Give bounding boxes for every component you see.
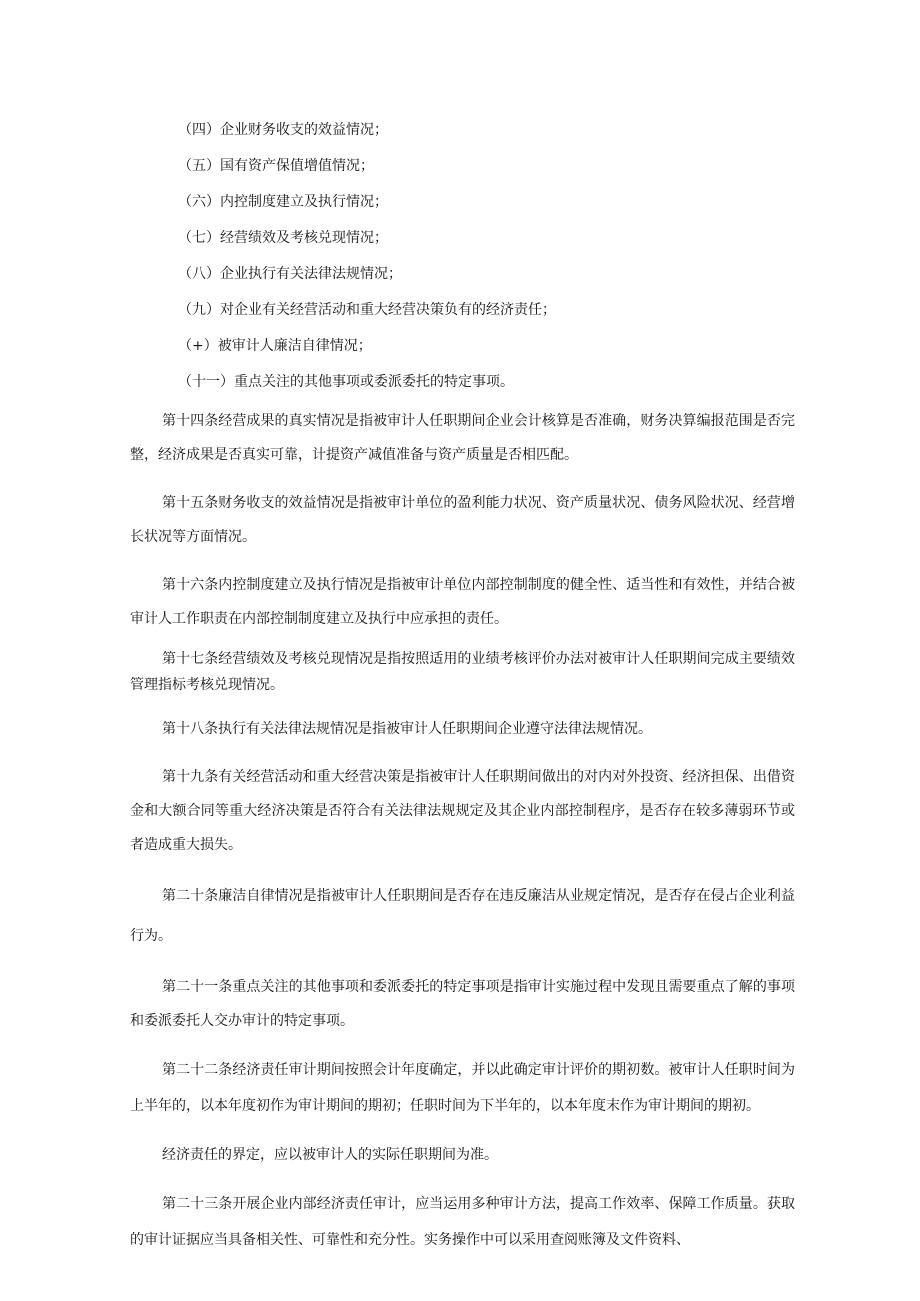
list-item: （十一）重点关注的其他事项或委派委托的特定事项。 [178, 374, 514, 390]
list-item: （+）被审计人廉洁自律情况； [178, 338, 372, 354]
article-22-paragraph: 第二十二条经济责任审计期间按照会计年度确定，并以此确定审计评价的期初数。被审计人任职时间为上半年的，以本年度初作为审计期间的期初；任职时间为下半年的，以本年度末作为审计期间的期初。 [130, 1062, 795, 1114]
article-14-paragraph: 第十四条经营成果的真实情况是指被审计人任职期间企业会计核算是否准确，财务决算编报范围是否完整，经济成果是否真实可靠，计提资产减值准备与资产质量是否相匹配。 [130, 413, 795, 463]
article-18-paragraph: 第十八条执行有关法律法规情况是指被审计人任职期间企业遵守法律法规情况。 [162, 721, 652, 737]
article-21-paragraph: 第二十一条重点关注的其他事项和委派委托的特定事项是指审计实施过程中发现且需要重点了解的事项和委派委托人交办审计的特定事项。 [130, 979, 795, 1029]
article-17-paragraph: 第十七条经营绩效及考核兑现情况是指按照适用的业绩考核评价办法对被审计人任职期间完成主要绩效管理指标考核兑现情况。 [130, 651, 795, 693]
article-15-paragraph: 第十五条财务收支的效益情况是指被审计单位的盈利能力状况、资产质量状况、债务风险状况、经营增长状况等方面情况。 [130, 495, 795, 545]
article-23-paragraph: 第二十三条开展企业内部经济责任审计，应当运用多种审计方法，提高工作效率、保障工作质量。获取的审计证据应当具备相关性、可靠性和充分性。实务操作中可以采用查阅账簿及文件资料、 [130, 1196, 795, 1248]
list-item: （七）经营绩效及考核兑现情况； [178, 230, 388, 246]
list-item: （六）内控制度建立及执行情况； [178, 194, 388, 210]
liability-definition-paragraph: 经济责任的界定，应以被审计人的实际任职期间为准。 [162, 1147, 498, 1163]
list-item: （九）对企业有关经营活动和重大经营决策负有的经济责任； [178, 302, 556, 318]
list-item: （四）企业财务收支的效益情况； [178, 122, 388, 138]
article-19-paragraph: 第十九条有关经营活动和重大经营决策是指被审计人任职期间做出的对内对外投资、经济担保、出借资金和大额合同等重大经济决策是否符合有关法律法规规定及其企业内部控制程序，是否存在较多薄弱环节或者造成重大损失。 [130, 769, 795, 853]
article-20-paragraph: 第二十条廉洁自律情况是指被审计人任职期间是否存在违反廉洁从业规定情况，是否存在侵占企业利益行为。 [130, 888, 795, 944]
list-item: （五）国有资产保值增值情况； [178, 158, 374, 174]
list-item: （八）企业执行有关法律法规情况； [178, 266, 402, 282]
article-16-paragraph: 第十六条内控制度建立及执行情况是指被审计单位内部控制制度的健全性、适当性和有效性，并结合被审计人工作职责在内部控制制度建立及执行中应承担的责任。 [130, 577, 795, 627]
document-page [130, 112, 795, 1262]
